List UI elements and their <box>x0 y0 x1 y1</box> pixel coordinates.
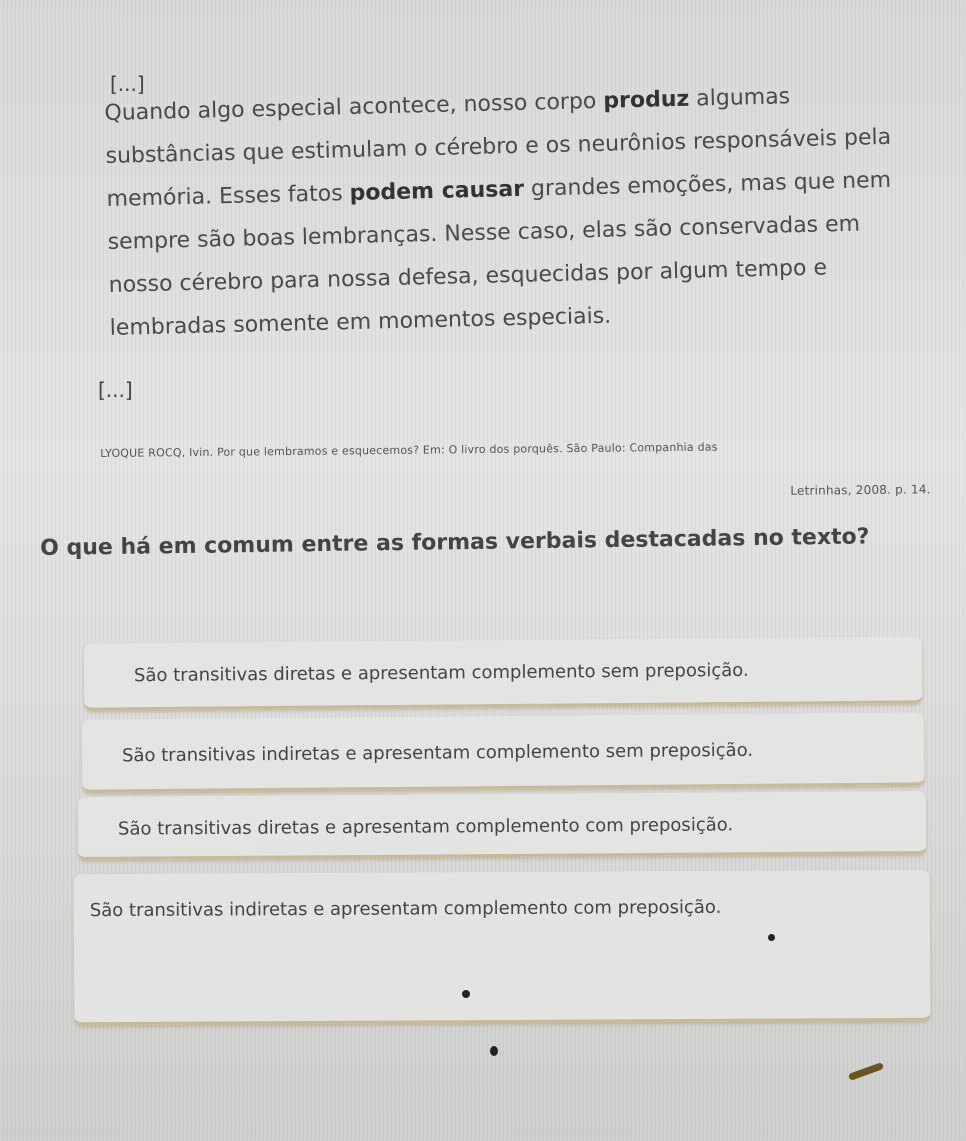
ink-dot <box>462 990 470 998</box>
ink-dot <box>490 1046 498 1056</box>
omission-marker-top: [...] <box>110 72 145 96</box>
ink-dot <box>768 934 775 941</box>
passage-text-2: algumas substâncias que estimulam o cérebro e os neurônios responsáveis pela memória. Esses fatos <box>105 84 892 212</box>
answer-option-d-label: São transitivas indiretas e apresentam complemento com preposição. <box>89 896 722 922</box>
source-citation <box>100 423 937 520</box>
answer-option-a[interactable] <box>84 636 923 710</box>
highlighted-verb-podem-causar: podem causar <box>349 176 525 207</box>
passage-text-3: grandes emoções, mas que nem sempre são boas lembranças. Nesse caso, elas são conservadas em nosso cérebro para nossa defesa, esquecidas por algum tempo e lembradas somente em momentos especiais. <box>107 167 892 341</box>
answer-option-c[interactable] <box>78 791 926 860</box>
question-text: O que há em comum entre as formas verbais destacadas no texto? <box>40 524 870 561</box>
citation-line-1: LYOQUE ROCQ, Ivin. Por que lembramos e esquecemos? Em: O livro dos porquês. São Paulo: Companhia das <box>100 440 718 460</box>
omission-marker-bottom: [...] <box>98 378 133 402</box>
highlighted-verb-produz: produz <box>603 86 690 114</box>
answer-option-c-label: São transitivas diretas e apresentam complemento com preposição. <box>117 814 734 840</box>
passage-text-1: Quando algo especial acontece, nosso corpo <box>104 88 604 126</box>
answer-option-b[interactable] <box>82 712 925 792</box>
answer-option-d[interactable] <box>74 870 931 1025</box>
answer-option-a-label: São transitivas diretas e apresentam complemento sem preposição. <box>133 659 749 687</box>
citation-line-2: Letrinhas, 2008. p. 14. <box>790 482 931 498</box>
text-passage <box>104 72 910 349</box>
pen-tip-decoration <box>848 1062 884 1081</box>
answer-option-b-label: São transitivas indiretas e apresentam complemento sem preposição. <box>121 739 754 767</box>
